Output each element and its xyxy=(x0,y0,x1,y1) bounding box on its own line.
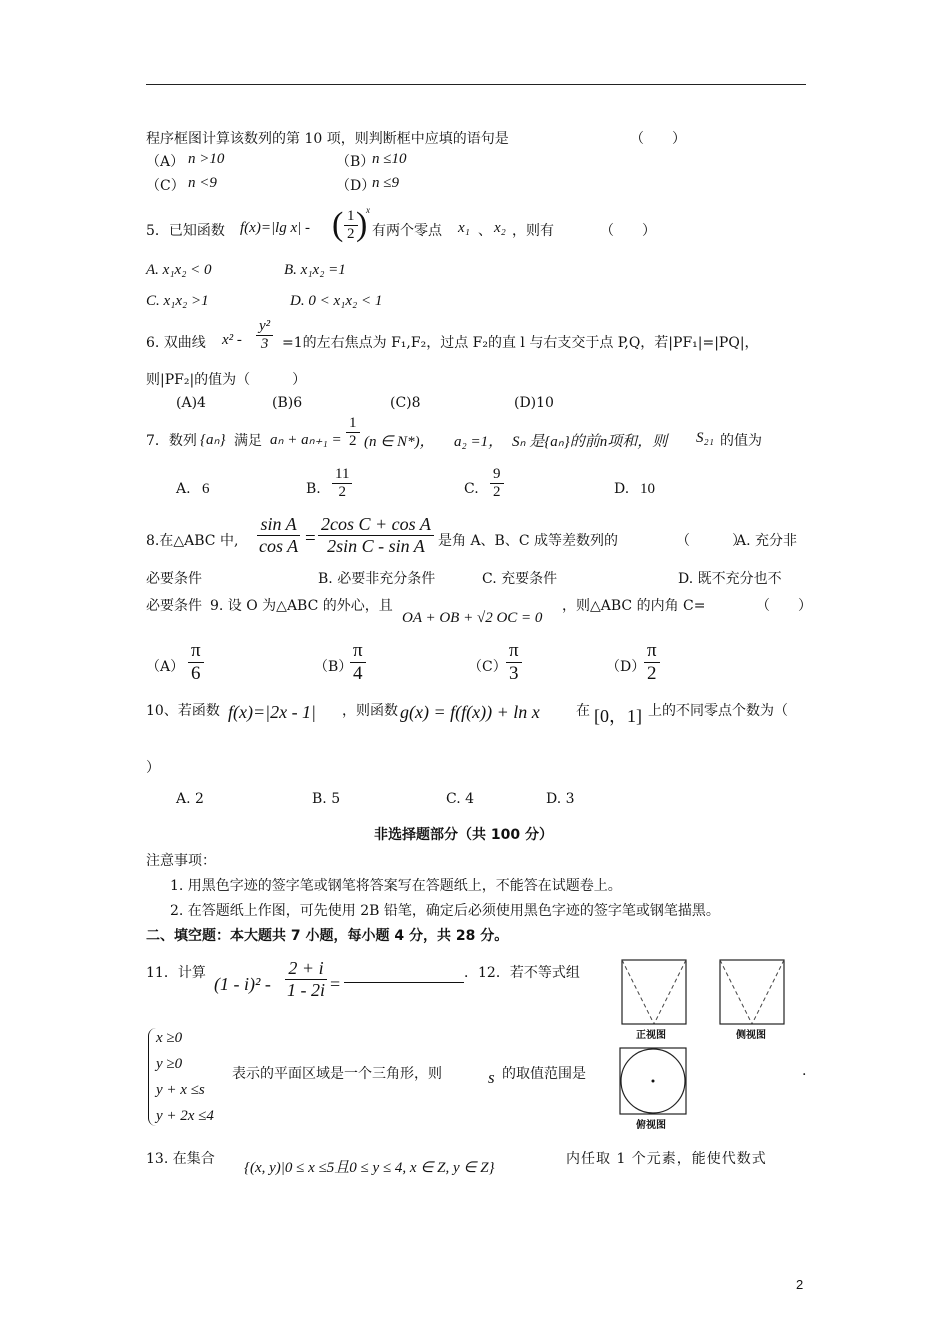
q9-stem: 9. 设 O 为△ABC 的外心，且 xyxy=(210,598,393,614)
q8-paren: （ ） xyxy=(676,533,746,549)
q9-opt-c-label: （C） xyxy=(468,659,507,675)
q11-answer-blank[interactable] xyxy=(344,982,464,983)
note-2: 2. 在答题纸上作图，可先使用 2B 铅笔，确定后必须使用黑色字迹的签字笔或钢笔描黑。 xyxy=(170,903,720,919)
q9-opt-b-label: （B） xyxy=(314,659,353,675)
q7-opt-d: 10 xyxy=(640,481,655,497)
part-two-heading: 二、填空题：本大题共 7 小题，每小题 4 分，共 28 分。 xyxy=(146,928,509,944)
q8-line3: 必要条件 xyxy=(146,598,202,614)
q5-function: f(x)=|lg x| - xyxy=(240,220,311,236)
q12-text: 表示的平面区域是一个三角形，则 xyxy=(232,1066,442,1082)
q6-opt-a: (A)4 xyxy=(176,395,206,411)
q12-dot: . xyxy=(802,1063,807,1079)
q7-opt-a: 6 xyxy=(202,481,210,497)
q4-paren: （ ） xyxy=(630,131,686,147)
q9-opt-a: $\frac{\pi}{6}$ xyxy=(186,640,206,685)
q4-opt-d-label: （D） xyxy=(336,178,376,194)
q5-x2: x₂ xyxy=(494,220,506,236)
q8-number: 8.在△ABC 中, xyxy=(146,533,239,549)
q5-opt-a: A. x₁x₂ < 0 xyxy=(146,262,212,278)
q6-fraction: $\frac{\text{y²}}{3}$ xyxy=(254,318,275,354)
q8-lhs: $\frac{\text{sin A}}{\text{cos A}}$ xyxy=(259,514,299,556)
q7-a2: a₂ =1， xyxy=(454,434,504,450)
q7-expr: aₙ + aₙ₊₁ = xyxy=(270,432,342,448)
q12-tail: 的取值范围是 xyxy=(502,1066,586,1082)
q10-opt-c: C. 4 xyxy=(446,791,475,807)
q9-paren: （ ） xyxy=(756,598,812,614)
q6-x-squared: x² - xyxy=(222,332,242,348)
q9-opt-d: $\frac{\pi}{2}$ xyxy=(642,640,662,685)
q10-tail: 上的不同零点个数为（ xyxy=(648,703,788,719)
q7-fraction: $\frac{1}{2}$ xyxy=(344,415,362,451)
q11-expr: (1 - i)² - xyxy=(214,974,271,994)
q4-opt-d: n ≤9 xyxy=(372,175,399,191)
q5-paren-left: ( xyxy=(332,206,344,243)
q9-tail: ，则△ABC 的内角 C= xyxy=(562,598,706,614)
q7-opt-b-label: B. xyxy=(306,481,321,497)
q10-opt-b: B. 5 xyxy=(312,791,341,807)
q8-opt-b: B. 必要非充分条件 xyxy=(318,571,436,587)
q8-opt-d: D. 既不充分也不 xyxy=(678,571,782,587)
q10-interval: [0，1] xyxy=(594,706,642,726)
q5-opt-b: B. x₁x₂ =1 xyxy=(284,262,346,278)
q9-opt-c: $\frac{\pi}{3}$ xyxy=(504,640,524,685)
q12-intro: ．12．若不等式组 xyxy=(464,965,580,981)
q11-equals: = xyxy=(330,974,341,994)
q10-g: g(x) = f(f(x)) + ln x xyxy=(400,702,540,722)
q5-paren-right: ) xyxy=(356,206,368,243)
q8-opt-c: C. 充要条件 xyxy=(482,571,558,587)
q7-sequence: {aₙ} xyxy=(200,432,226,448)
section-title: 非选择题部分（共 100 分） xyxy=(374,827,553,843)
q5-exponent: x xyxy=(366,205,370,215)
q4-opt-c: n <9 xyxy=(188,175,217,191)
q4-opt-c-label: （C） xyxy=(146,178,185,194)
q5-fraction: $\frac{1}{2}$ xyxy=(342,208,360,244)
q7-cond: 满足 xyxy=(234,433,262,449)
q8-opt-a: A. 充分非 xyxy=(736,533,798,549)
side-view-label: 侧视图 xyxy=(736,1030,766,1041)
q5-x1: x₁ xyxy=(458,220,470,236)
three-view-figure xyxy=(616,954,796,1134)
q4-opt-a-label: （A） xyxy=(146,154,185,170)
q7-domain: (n ∈ N*)， xyxy=(364,434,435,450)
page-number: 2 xyxy=(796,1277,804,1292)
q7-opt-d-label: D. xyxy=(614,481,630,497)
q5-paren: （ ） xyxy=(600,223,656,239)
front-view-label: 正视图 xyxy=(636,1030,666,1041)
top-view-label: 俯视图 xyxy=(636,1120,666,1131)
q5-tail: 有两个零点 xyxy=(372,223,442,239)
q5-number: 5．已知函数 xyxy=(146,223,225,239)
q5-opt-d: D. 0 < x₁x₂ < 1 xyxy=(290,293,383,309)
q7-end: 的值为 xyxy=(720,433,762,449)
q13-number: 13. 在集合 xyxy=(146,1151,215,1167)
q11-number: 11．计算 xyxy=(146,965,206,981)
q8-rhs: $\frac{\text{2cos C + cos A}}{\text{2sin C - sin A}}$ xyxy=(316,514,436,556)
q8-text: 是角 A、B、C 成等差数列的 xyxy=(438,533,619,549)
q10-f: f(x)=|2x - 1| xyxy=(228,702,317,722)
q7-opt-c-label: C. xyxy=(464,481,479,497)
q12-ineq-4: y + 2x ≤4 xyxy=(156,1108,214,1124)
q12-ineq-2: y ≥0 xyxy=(156,1056,183,1072)
q10-number: 10、若函数 xyxy=(146,703,220,719)
q6-text: =1的左右焦点为 F₁,F₂，过点 F₂的直 l 与右支交于点 P,Q，若|PF₁|=|PQ|， xyxy=(282,335,759,351)
q4-opt-b: n ≤10 xyxy=(372,151,407,167)
q9-opt-b: $\frac{\pi}{4}$ xyxy=(348,640,368,685)
q9-vector-equation: OA + OB + √2 OC = 0 xyxy=(402,610,543,626)
q9-opt-a-label: （A） xyxy=(146,659,185,675)
q7-s21: S₂₁ xyxy=(696,430,714,446)
q12-s: s xyxy=(488,1068,495,1087)
q12-ineq-1: x ≥0 xyxy=(156,1030,183,1046)
q8-line2: 必要条件 xyxy=(146,571,202,587)
q7-opt-c: $\frac{9}{2}$ xyxy=(488,466,506,502)
q7-number: 7．数列 xyxy=(146,433,197,449)
q13-tail: 内任取 1 个元素，能使代数式 xyxy=(566,1151,767,1167)
q6-opt-b: (B)6 xyxy=(272,395,303,411)
q10-on: 在 xyxy=(576,703,590,719)
q4-stem: 程序框图计算该数列的第 10 项，则判断框中应填的语句是 xyxy=(146,131,509,147)
q10-close: ） xyxy=(146,760,160,776)
q5-separator: 、 xyxy=(478,223,492,239)
q10-mid: ，则函数 xyxy=(342,703,398,719)
header-rule xyxy=(146,84,806,85)
q10-opt-a: A. 2 xyxy=(176,791,204,807)
q9-opt-d-label: （D） xyxy=(606,659,646,675)
q7-opt-a-label: A. xyxy=(176,481,191,497)
q5-then: ，则有 xyxy=(512,223,554,239)
q4-opt-a: n >10 xyxy=(188,151,225,167)
q12-ineq-3: y + x ≤s xyxy=(156,1082,205,1098)
note-1: 1. 用黑色字迹的签字笔或钢笔将答案写在答题纸上，不能答在试题卷上。 xyxy=(170,878,622,894)
q13-set: {(x, y)|0 ≤ x ≤5且0 ≤ y ≤ 4, x ∈ Z, y ∈ Z} xyxy=(244,1160,495,1176)
q7-sn: Sₙ 是{aₙ}的前n项和，则 xyxy=(512,434,668,450)
q4-opt-b-label: （B） xyxy=(336,154,375,170)
notes-title: 注意事项： xyxy=(146,853,216,869)
q6-text2: 则|PF₂|的值为（ ） xyxy=(146,372,307,388)
q6-opt-d: (D)10 xyxy=(514,395,554,411)
q7-opt-b: $\frac{11}{2}$ xyxy=(330,466,354,502)
q6-number: 6. 双曲线 xyxy=(146,335,206,351)
q10-opt-d: D. 3 xyxy=(546,791,575,807)
q6-opt-c: (C)8 xyxy=(390,395,421,411)
q5-opt-c: C. x₁x₂ >1 xyxy=(146,293,209,309)
q11-fraction: $\frac{2 + i}{1 - 2i}$ xyxy=(287,958,325,1000)
